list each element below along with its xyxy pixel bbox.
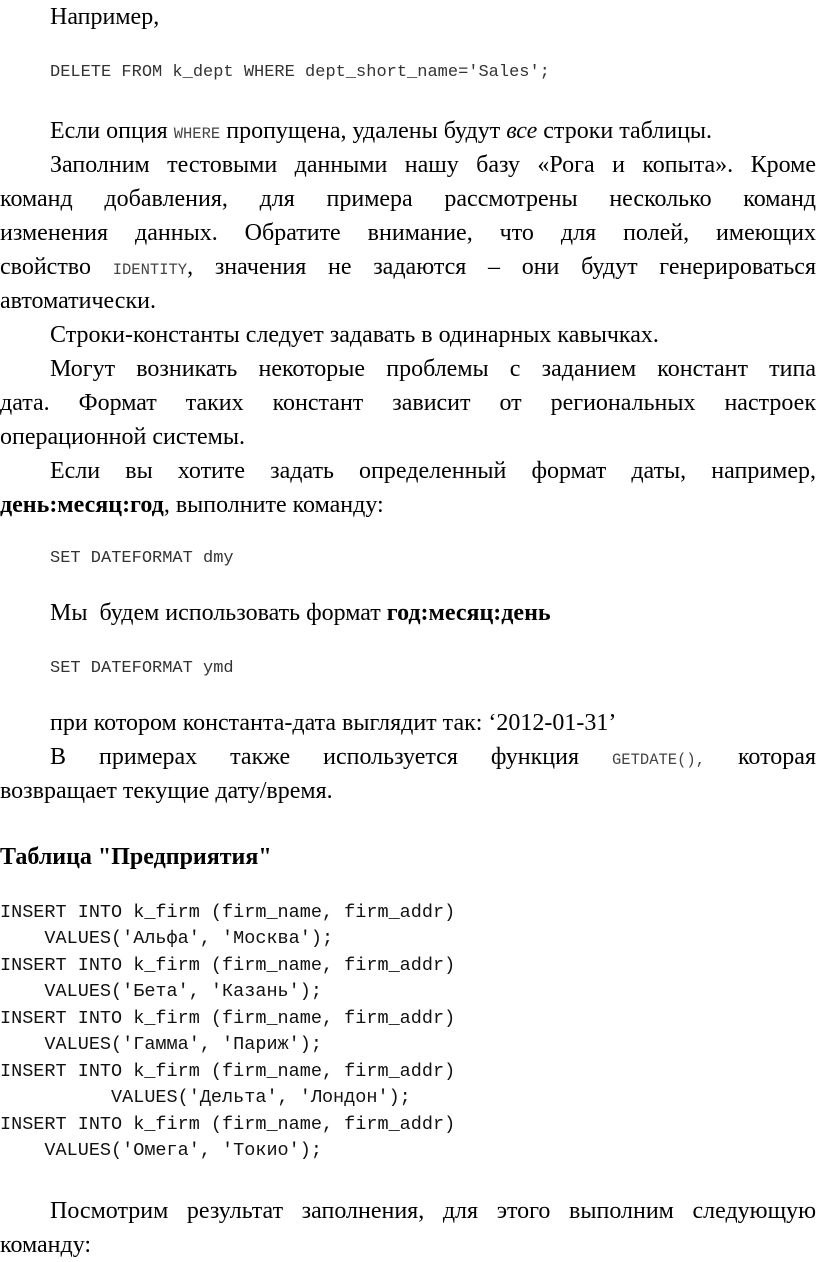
code-insert-line: INSERT INTO k_firm (firm_name, firm_addr) bbox=[0, 955, 456, 976]
code-insert-line: INSERT INTO k_firm (firm_name, firm_addr) bbox=[0, 902, 456, 923]
example-intro: Например, bbox=[50, 4, 160, 30]
code-insert-line: VALUES('Альфа', 'Москва'); bbox=[0, 928, 334, 949]
paragraph-getdate-line2: возвращает текущие дату/время. bbox=[0, 778, 333, 804]
code-insert-line: VALUES('Гамма', 'Париж'); bbox=[0, 1034, 322, 1055]
paragraph-getdate-line1: В примерах также используется функция GETDATE(), которая bbox=[50, 744, 816, 770]
code-insert-line: VALUES('Бета', 'Казань'); bbox=[0, 981, 322, 1002]
code-insert-line: INSERT INTO k_firm (firm_name, firm_addr) bbox=[0, 1008, 456, 1029]
paragraph-problems-line1: Могут возникать некоторые проблемы с заданием констант типа bbox=[50, 356, 816, 382]
code-insert-line: INSERT INTO k_firm (firm_name, firm_addr) bbox=[0, 1061, 456, 1082]
section-heading: Таблица "Предприятия" bbox=[0, 844, 272, 870]
paragraph-constant-date: при котором константа-дата выглядит так: ‘2012-01-31’ bbox=[50, 710, 617, 736]
paragraph-fill-line5: автоматически. bbox=[0, 288, 156, 314]
paragraph-fill-line1: Заполним тестовыми данными нашу базу «Рога и копыта». Кроме bbox=[50, 152, 816, 178]
inline-code-identity: IDENTITY bbox=[112, 261, 188, 279]
paragraph-fill-line2: команд добавления, для примера рассмотрены несколько команд bbox=[0, 186, 816, 212]
paragraph-where: Если опция WHERE пропущена, удалены будут все строки таблицы. bbox=[50, 118, 713, 144]
inline-code-getdate: GETDATE(), bbox=[612, 751, 706, 769]
paragraph-format-line2: день:месяц:год, выполните команду: bbox=[0, 492, 384, 518]
paragraph-fill-line4: свойство IDENTITY, значения не задаются – они будут генерироваться bbox=[0, 254, 816, 280]
paragraph-strings: Строки-константы следует задавать в одинарных кавычках. bbox=[50, 322, 659, 348]
code-delete: DELETE FROM k_dept WHERE dept_short_name='Sales'; bbox=[50, 63, 550, 82]
paragraph-fill-line3: изменения данных. Обратите внимание, что для полей, имеющих bbox=[0, 220, 816, 246]
code-insert-line: VALUES('Дельта', 'Лондон'); bbox=[0, 1087, 411, 1108]
inline-code-where: WHERE bbox=[173, 125, 221, 143]
paragraph-problems-line3: операционной системы. bbox=[0, 424, 245, 450]
paragraph-result-line2: команду: bbox=[0, 1232, 92, 1258]
paragraph-format-line1: Если вы хотите задать определенный формат даты, например, bbox=[50, 458, 816, 484]
paragraph-problems-line2: дата. Формат таких констант зависит от региональных настроек bbox=[0, 390, 816, 416]
code-dateformat-ymd: SET DATEFORMAT ymd bbox=[50, 659, 234, 678]
code-insert-line: INSERT INTO k_firm (firm_name, firm_addr) bbox=[0, 1114, 456, 1135]
paragraph-use-format: Мы будем использовать формат год:месяц:день bbox=[50, 600, 551, 626]
code-insert-line: VALUES('Омега', 'Токио'); bbox=[0, 1140, 322, 1161]
code-dateformat-dmy: SET DATEFORMAT dmy bbox=[50, 549, 234, 568]
paragraph-result-line1: Посмотрим результат заполнения, для этого выполним следующую bbox=[50, 1198, 816, 1224]
